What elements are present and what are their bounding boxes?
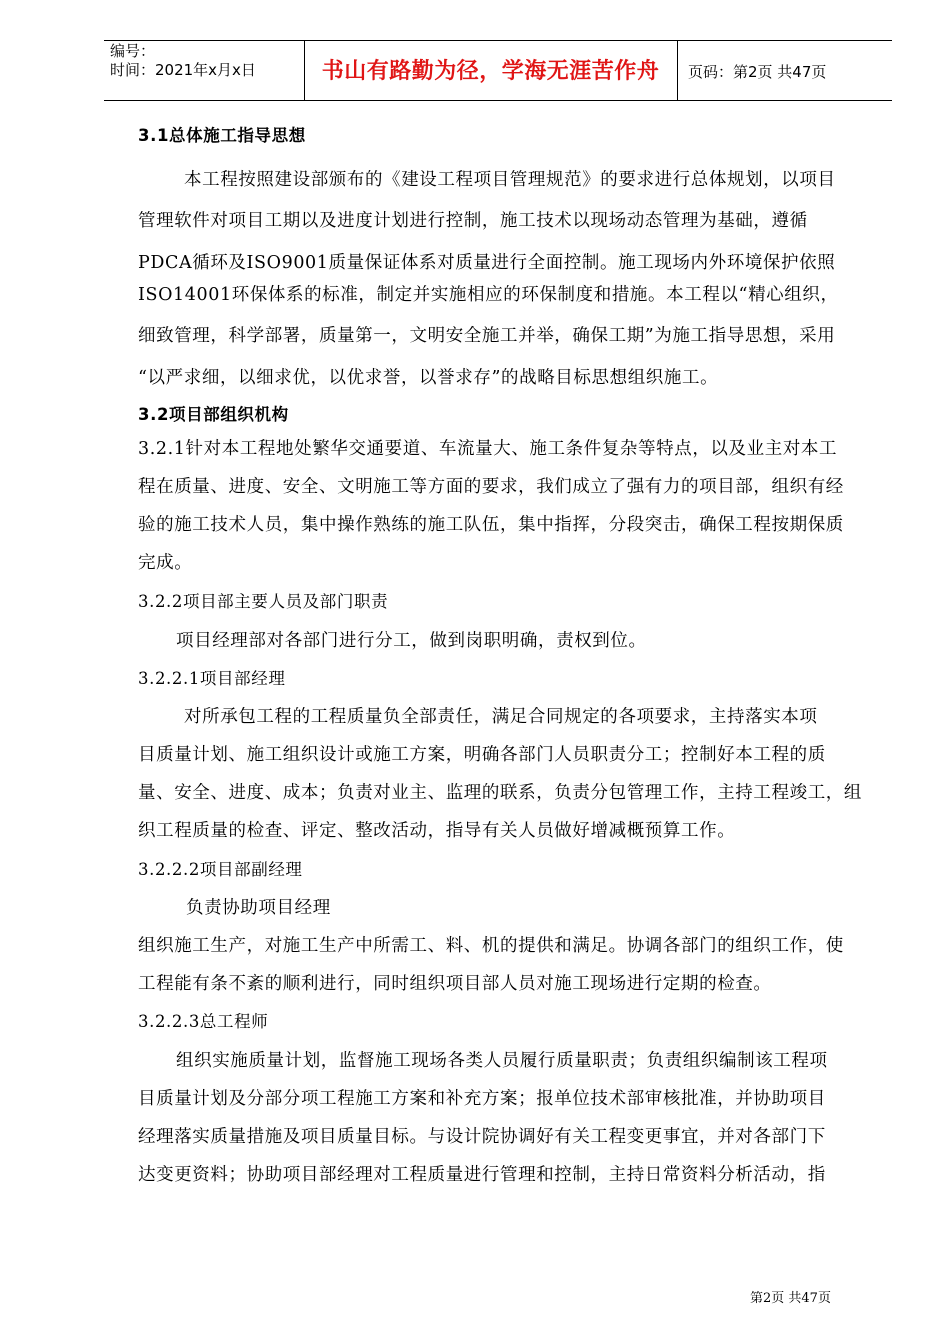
heading-3-1: 3.1总体施工指导思想	[138, 126, 306, 145]
header-top-rule	[104, 40, 892, 41]
paragraph-line: 管理软件对项目工期以及进度计划进行控制，施工技术以现场动态管理为基础，遵循	[138, 211, 808, 231]
paragraph-line: 负责协助项目经理	[186, 898, 331, 918]
header-meta	[110, 42, 300, 80]
paragraph-line: 目质量计划、施工组织设计或施工方案，明确各部门人员职责分工；控制好本工程的质	[138, 745, 826, 765]
header-motto: 书山有路勤为径，学海无涯苦作舟	[321, 59, 660, 84]
paragraph-line: PDCA循环及ISO9001质量保证体系对质量进行全面控制。施工现场内外环境保护依照	[138, 253, 836, 273]
paragraph-line: 经理落实质量措施及项目质量目标。与设计院协调好有关工程变更事宜，并对各部门下	[138, 1127, 826, 1147]
paragraph-line: 量、安全、进度、成本；负责对业主、监理的联系，负责分包管理工作，主持工程竣工，组	[138, 783, 862, 803]
paragraph-line: 组织实施质量计划，监督施工现场各类人员履行质量职责；负责组织编制该工程项	[176, 1051, 828, 1071]
paragraph-line: 工程能有条不紊的顺利进行，同时组织项目部人员对施工现场进行定期的检查。	[138, 974, 772, 994]
page-header	[0, 0, 950, 100]
header-divider-right	[677, 40, 678, 101]
paragraph-line: 细致管理，科学部署，质量第一，文明安全施工并举，确保工期”为施工指导思想，采用	[138, 326, 836, 346]
header-page-number: 页码：第2页 共47页	[688, 63, 827, 81]
heading-3-2-2-3: 3.2.2.3总工程师	[138, 1012, 269, 1031]
paragraph-line: 3.2.1针对本工程地处繁华交通要道、车流量大、施工条件复杂等特点，以及业主对本工	[138, 439, 838, 459]
paragraph-line: 本工程按照建设部颁布的《建设工程项目管理规范》的要求进行总体规划，以项目	[184, 170, 836, 190]
date-text: 时间：2021年x月x日	[110, 61, 256, 79]
page-footer: 第2页 共47页	[750, 1291, 831, 1306]
paragraph-line: 完成。	[138, 553, 193, 573]
paragraph-line: 目质量计划及分部分项工程施工方案和补充方案；报单位技术部审核批准，并协助项目	[138, 1089, 826, 1109]
paragraph-line: ISO14001环保体系的标准，制定并实施相应的环保制度和措施。本工程以“精心组织，	[138, 285, 839, 305]
heading-3-2-2: 3.2.2项目部主要人员及部门职责	[138, 592, 389, 611]
header-bottom-rule	[104, 100, 892, 101]
paragraph-line: “以严求细，以细求优，以优求誉，以誉求存”的战略目标思想组织施工。	[138, 368, 719, 388]
heading-3-2-2-2: 3.2.2.2项目部副经理	[138, 860, 303, 879]
heading-3-2-2-1: 3.2.2.1项目部经理	[138, 669, 286, 688]
paragraph-line: 织工程质量的检查、评定、整改活动，指导有关人员做好增减概预算工作。	[138, 821, 736, 841]
serial-label: 编号：	[110, 42, 156, 60]
paragraph-line: 项目经理部对各部门进行分工，做到岗职明确，责权到位。	[176, 631, 647, 651]
paragraph-line: 组织施工生产，对施工生产中所需工、料、机的提供和满足。协调各部门的组织工作，使	[138, 936, 844, 956]
heading-3-2: 3.2项目部组织机构	[138, 405, 289, 424]
paragraph-line: 程在质量、进度、安全、文明施工等方面的要求，我们成立了强有力的项目部，组织有经	[138, 477, 844, 497]
paragraph-line: 验的施工技术人员，集中操作熟练的施工队伍，集中指挥，分段突击，确保工程按期保质	[138, 515, 844, 535]
paragraph-line: 对所承包工程的工程质量负全部责任，满足合同规定的各项要求，主持落实本项	[184, 707, 818, 727]
paragraph-line: 达变更资料；协助项目部经理对工程质量进行管理和控制，主持日常资料分析活动，指	[138, 1165, 826, 1185]
